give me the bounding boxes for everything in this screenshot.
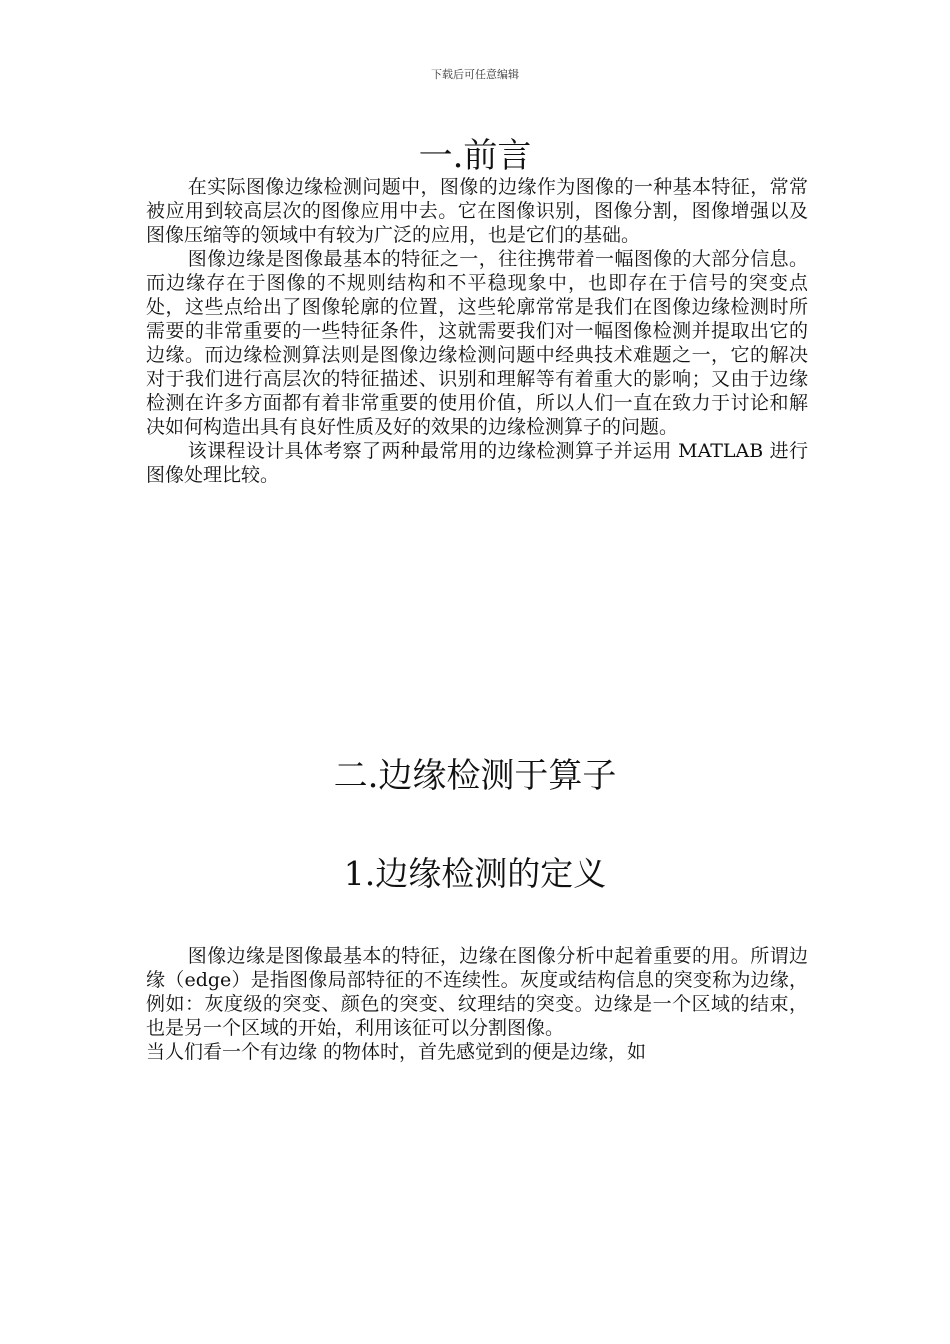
section-title-edge-detection: 二.边缘检测于算子: [333, 756, 617, 796]
definition-body: [146, 944, 808, 1064]
paragraph: 该课程设计具体考察了两种最常用的边缘检测算子并运用 MATLAB 进行图像处理比较。: [146, 440, 808, 486]
paragraph: 图像边缘是图像最基本的特征之一，往往携带着一幅图像的大部分信息。而边缘存在于图像的不规则结构和不平稳现象中，也即存在于信号的突变点处，这些点给出了图像轮廓的位置，这些轮廓常常是我们在图像边缘检测时所需要的非常重要的一些特征条件，这就需要我们对一幅图像检测并提取出它的边缘。而边缘检测算法则是图像边缘检测问题中经典技术难题之一，它的解决对于我们进行高层次的特征描述、识别和理解等有着重大的影响；又由于边缘检测在许多方面都有着非常重要的使用价值，所以人们一直在致力于讨论和解决如何构造出具有良好性质及好的效果的边缘检测算子的问题。: [146, 248, 808, 438]
preface-body: [146, 175, 808, 487]
section-title-preface: 一.前言: [418, 136, 532, 176]
paragraph: 当人们看一个有边缘 的物体时，首先感觉到的便是边缘，如: [146, 1041, 647, 1063]
subsection-title-definition: 1.边缘检测的定义: [343, 854, 607, 893]
page-header: 下载后可任意编辑: [431, 68, 519, 81]
paragraph: 在实际图像边缘检测问题中，图像的边缘作为图像的一种基本特征，常常被应用到较高层次的图像应用中去。它在图像识别，图像分割，图像增强以及图像压缩等的领域中有较为广泛的应用，也是它们的基础。: [146, 176, 808, 246]
paragraph: 图像边缘是图像最基本的特征，边缘在图像分析中起着重要的用。所谓边缘（edge）是指图像局部特征的不连续性。灰度或结构信息的突变称为边缘，例如：灰度级的突变、颜色的突变、纹理结的突变。边缘是一个区域的结束，也是另一个区域的开始，利用该征可以分割图像。: [146, 945, 808, 1039]
